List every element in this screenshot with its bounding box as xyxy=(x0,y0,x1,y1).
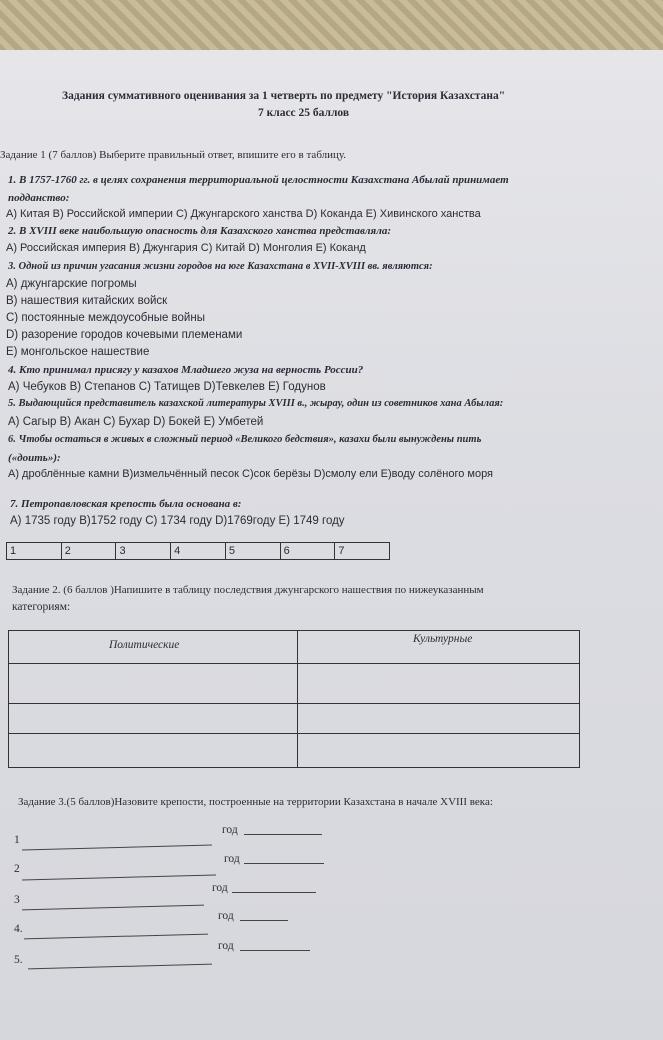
question-2-options: A) Российская империя B) Джунгария C) Китай D) Монголия E) Коканд xyxy=(6,242,366,254)
question-7-options: A) 1735 году B)1752 году C) 1734 году D)1769году E) 1749 году xyxy=(10,515,345,527)
task2-heading: Задание 2. (6 баллов )Напишите в таблицу последствия джунгарского нашествия по нижеуказанным xyxy=(12,584,484,596)
fortress-row-number: 4. xyxy=(14,923,23,935)
fortress-name-line[interactable] xyxy=(28,964,212,970)
answer-cell[interactable]: 7 xyxy=(338,545,345,557)
question-3: 3. Одной из причин угасания жизни городов на юге Казахстана в XVII-XVIII вв. являются: xyxy=(8,261,433,272)
question-3-option-a: A) джунгарские погромы xyxy=(6,278,137,290)
question-6-options: A) дроблённые камни B)измельчённый песок C)сок берёзы D)смолу ели E)воду солёного моря xyxy=(8,468,494,480)
worksheet-title: Задания суммативного оценивания за 1 четверть по предмету "История Казахстана" xyxy=(62,90,506,102)
question-6-cont: («доить»): xyxy=(8,452,61,464)
task3-heading: Задание 3.(5 баллов)Назовите крепости, построенные на территории Казахстана в начале XVIII века: xyxy=(18,796,493,808)
task1-heading: Задание 1 (7 баллов) Выберите правильный ответ, впишите его в таблицу. xyxy=(0,149,347,161)
answer-grid xyxy=(6,542,390,560)
question-5: 5. Выдающийся представитель казахской литературы XVIII в., жырау, один из советников хана Абылая: xyxy=(8,398,504,409)
answer-cell[interactable]: 6 xyxy=(281,543,336,559)
year-label: год xyxy=(224,853,240,865)
question-4: 4. Кто принимал присягу у казахов Младшего жуза на верность России? xyxy=(8,364,364,376)
year-line[interactable] xyxy=(240,950,310,951)
fortress-row-number: 5. xyxy=(14,954,23,966)
fortress-name-line[interactable] xyxy=(22,845,212,851)
question-2: 2. В XVIII веке наибольшую опасность для Казахского ханства представляла: xyxy=(8,225,392,237)
answer-cell[interactable]: 2 xyxy=(62,543,117,559)
year-line[interactable] xyxy=(240,920,288,921)
question-7: 7. Петропавловская крепость была основана в: xyxy=(10,498,242,510)
question-1: 1. В 1757-1760 гг. в целях сохранения территориальной целостности Казахстана Абылай принимает xyxy=(8,174,509,186)
fortress-row-number: 2 xyxy=(14,863,20,875)
fortress-name-line[interactable] xyxy=(24,934,208,940)
question-1-cont: подданство: xyxy=(8,192,70,204)
question-5-options: A) Сагыр B) Акан C) Бухар D) Бокей E) Умбетей xyxy=(8,416,264,428)
answer-cell[interactable]: 4 xyxy=(171,543,226,559)
col-political-header: Политические xyxy=(109,639,180,651)
fortress-row-number: 1 xyxy=(14,834,20,846)
answer-cell[interactable]: 5 xyxy=(226,543,281,559)
year-line[interactable] xyxy=(244,834,322,835)
year-line[interactable] xyxy=(232,892,316,893)
fortress-name-line[interactable] xyxy=(22,905,204,911)
consequences-table xyxy=(8,630,580,768)
worksheet-subtitle: 7 класс 25 баллов xyxy=(258,107,350,119)
year-label: год xyxy=(218,940,234,952)
answer-cell[interactable]: 1 xyxy=(7,543,62,559)
year-line[interactable] xyxy=(244,863,324,864)
table-row[interactable] xyxy=(9,664,579,704)
question-6: 6. Чтобы остаться в живых в сложный период «Великого бедствия», казахи были вынуждены пить xyxy=(8,434,482,445)
worksheet-page xyxy=(0,50,663,1040)
task2-heading-cont: категориям: xyxy=(12,601,71,613)
year-label: год xyxy=(222,824,238,836)
table-header-row xyxy=(9,631,579,664)
fortress-name-line[interactable] xyxy=(22,874,216,880)
question-3-option-c: C) постоянные междоусобные войны xyxy=(6,312,205,324)
question-3-option-e: E) монгольское нашествие xyxy=(6,346,150,358)
answer-cell[interactable]: 3 xyxy=(116,543,171,559)
table-row[interactable] xyxy=(9,704,579,734)
year-label: год xyxy=(218,910,234,922)
question-1-options: A) Китая B) Российской империи C) Джунгарского ханства D) Коканда E) Хивинского ханства xyxy=(6,208,481,220)
fortress-row-number: 3 xyxy=(14,894,20,906)
col-cultural-header: Культурные xyxy=(413,633,473,645)
question-3-option-d: D) разорение городов кочевыми племенами xyxy=(6,329,243,341)
question-4-options: A) Чебуков B) Степанов C) Татищев D)Тевкелев E) Годунов xyxy=(8,381,326,393)
year-label: год xyxy=(212,882,228,894)
question-3-option-b: B) нашествия китайских войск xyxy=(6,295,168,307)
